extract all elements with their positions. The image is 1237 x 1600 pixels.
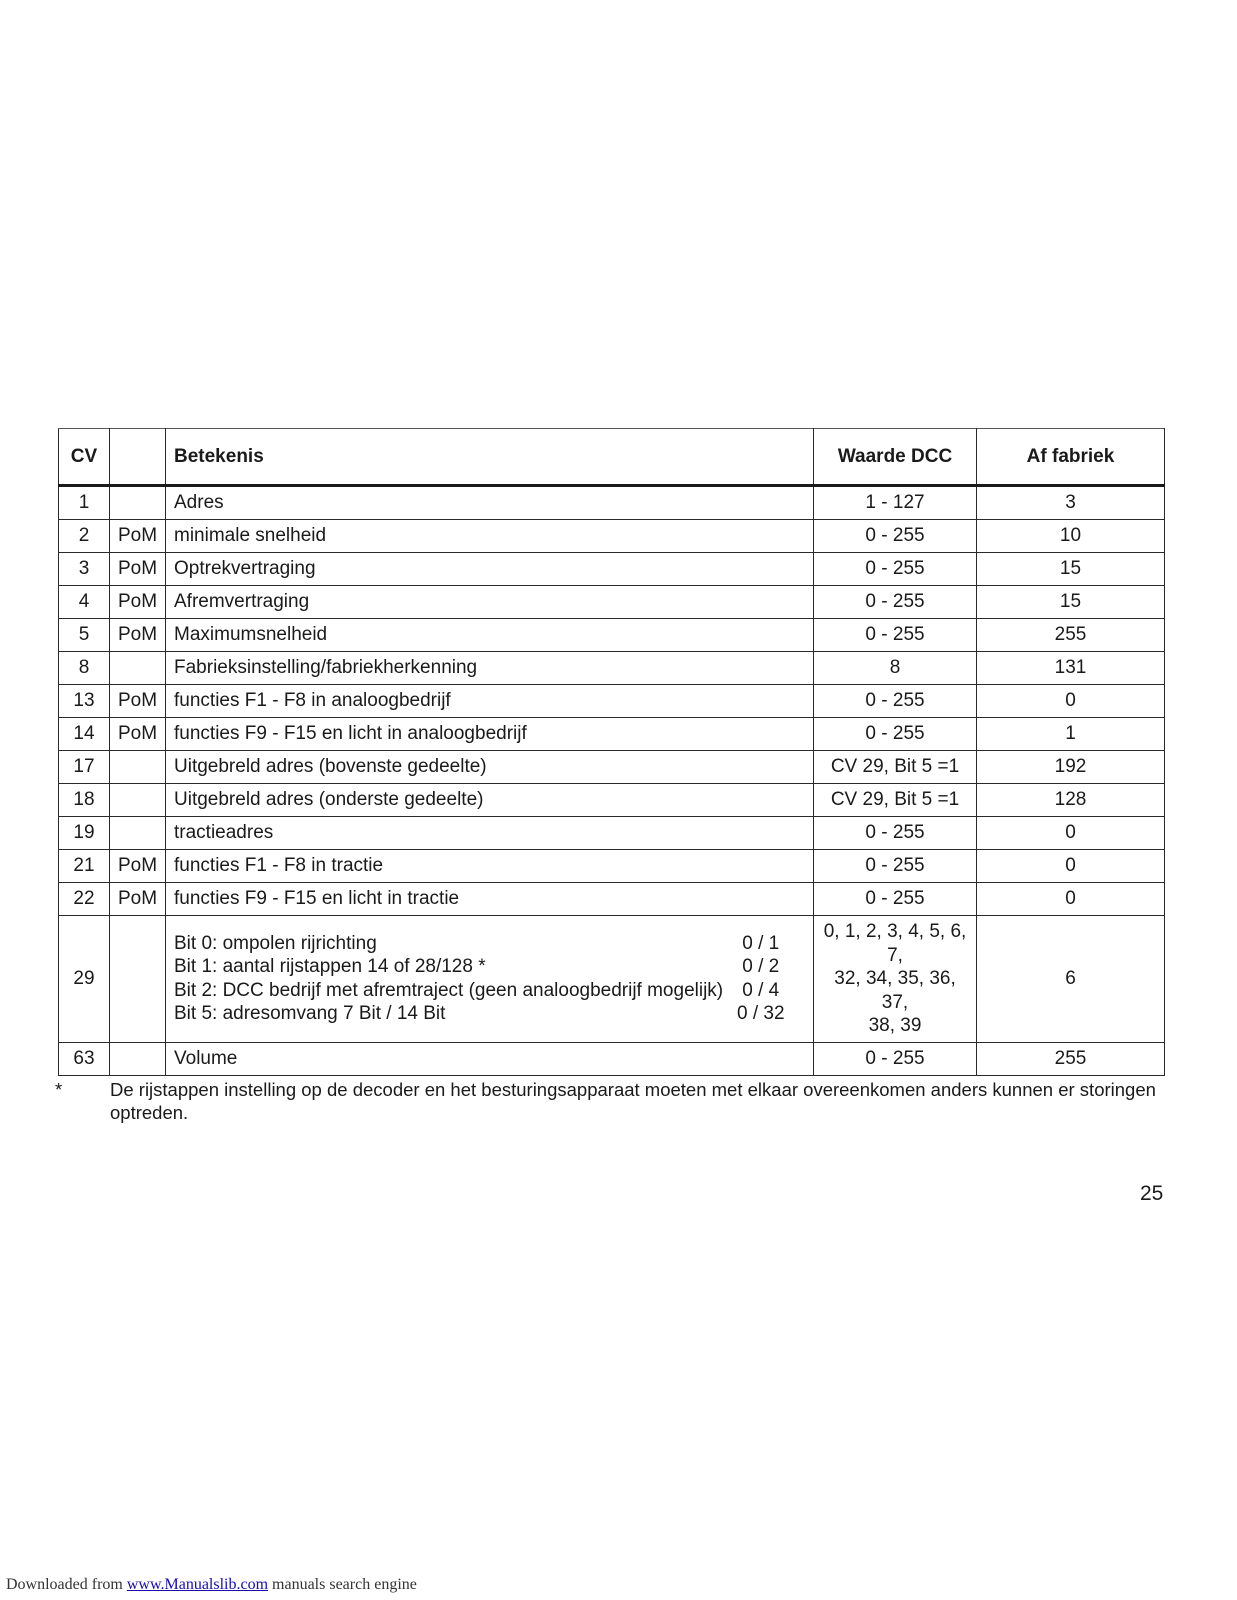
cell-range: 0 - 255 [814, 883, 977, 916]
cell-default: 6 [977, 916, 1165, 1043]
cell-range: 0 - 255 [814, 1042, 977, 1075]
cell-range [814, 916, 977, 1043]
header-waarde-dcc: Waarde DCC [814, 429, 977, 486]
header-af-fabriek: Af fabriek [977, 429, 1165, 486]
cell-default: 15 [977, 553, 1165, 586]
table-row [59, 817, 1165, 850]
cell-pom [110, 486, 166, 520]
cell-range: 0 - 255 [814, 685, 977, 718]
cell-default: 255 [977, 619, 1165, 652]
cell-cv: 2 [59, 520, 110, 553]
cell-default: 3 [977, 486, 1165, 520]
cell-default: 10 [977, 520, 1165, 553]
cell-meaning: tractieadres [166, 817, 814, 850]
cell-meaning: minimale snelheid [166, 520, 814, 553]
source-line [6, 1576, 417, 1594]
table-row [59, 784, 1165, 817]
cell-pom [110, 784, 166, 817]
bit-5-value: 0 / 32 [736, 1003, 785, 1025]
table-row [59, 685, 1165, 718]
table-row-cv29 [59, 916, 1165, 1043]
cell-meaning: Uitgebreld adres (onderste gedeelte) [166, 784, 814, 817]
cell-pom: PoM [110, 718, 166, 751]
table-row [59, 619, 1165, 652]
range-line-3: 38, 39 [868, 1015, 922, 1036]
cell-pom: PoM [110, 883, 166, 916]
cell-default: 15 [977, 586, 1165, 619]
table-row [59, 586, 1165, 619]
cell-meaning: Optrekvertraging [166, 553, 814, 586]
table-row [59, 850, 1165, 883]
cell-cv: 22 [59, 883, 110, 916]
cell-pom: PoM [110, 520, 166, 553]
cell-range: 0 - 255 [814, 619, 977, 652]
cell-range: 0 - 255 [814, 586, 977, 619]
cell-cv: 13 [59, 685, 110, 718]
cell-pom [110, 751, 166, 784]
cell-range: 8 [814, 652, 977, 685]
cell-range: 0 - 255 [814, 520, 977, 553]
cell-meaning: functies F1 - F8 in tractie [166, 850, 814, 883]
table-row [59, 486, 1165, 520]
cell-cv: 8 [59, 652, 110, 685]
cell-meaning: Adres [166, 486, 814, 520]
cell-pom: PoM [110, 619, 166, 652]
range-line-2: 32, 34, 35, 36, 37, [834, 968, 956, 1013]
table-row [59, 553, 1165, 586]
cell-cv: 3 [59, 553, 110, 586]
header-cv: CV [59, 429, 110, 486]
cell-cv: 63 [59, 1042, 110, 1075]
page-number: 25 [1140, 1182, 1164, 1205]
cell-range: 0 - 255 [814, 850, 977, 883]
manualslib-link[interactable]: www.Manualslib.com [126, 1576, 269, 1593]
cell-cv: 17 [59, 751, 110, 784]
cell-cv: 1 [59, 486, 110, 520]
cell-pom: PoM [110, 553, 166, 586]
cell-meaning: functies F1 - F8 in analoogbedrijf [166, 685, 814, 718]
table-row-cv63 [59, 1042, 1165, 1075]
cell-bit-values [709, 916, 814, 1043]
table-row [59, 883, 1165, 916]
table-row [59, 751, 1165, 784]
cell-meaning: functies F9 - F15 en licht in tractie [166, 883, 814, 916]
bit-0-text: Bit 0: ompolen rijrichting [174, 932, 377, 954]
cell-cv: 18 [59, 784, 110, 817]
cell-meaning: Uitgebreld adres (bovenste gedeelte) [166, 751, 814, 784]
bit-1-text: Bit 1: aantal rijstappen 14 of 28/128 * [174, 956, 486, 978]
cell-cv: 19 [59, 817, 110, 850]
range-line-1: 0, 1, 2, 3, 4, 5, 6, 7, [823, 921, 967, 966]
cell-default: 0 [977, 817, 1165, 850]
cell-pom [110, 652, 166, 685]
cell-pom: PoM [110, 586, 166, 619]
cell-pom [110, 817, 166, 850]
cell-pom: PoM [110, 685, 166, 718]
table-header-row [59, 429, 1165, 486]
table-row [59, 520, 1165, 553]
cell-meaning: Maximumsnelheid [166, 619, 814, 652]
cell-pom [110, 916, 166, 1043]
cell-default: 255 [977, 1042, 1165, 1075]
cell-pom: PoM [110, 850, 166, 883]
header-betekenis: Betekenis [166, 429, 814, 486]
cell-range: CV 29, Bit 5 =1 [814, 751, 977, 784]
cell-range: CV 29, Bit 5 =1 [814, 784, 977, 817]
bit-5-text: Bit 5: adresomvang 7 Bit / 14 Bit [174, 1003, 446, 1025]
cell-meaning-bits [166, 916, 724, 1043]
footnote-marker: * [55, 1079, 63, 1100]
bit-0-value: 0 / 1 [742, 932, 780, 954]
cell-cv: 14 [59, 718, 110, 751]
cv-table [58, 428, 1165, 1076]
source-prefix: Downloaded from [6, 1576, 127, 1593]
cell-default: 1 [977, 718, 1165, 751]
cell-meaning: Volume [166, 1042, 814, 1075]
cell-default: 128 [977, 784, 1165, 817]
footnote-text: De rijstappen instelling op de decoder en het besturingsapparaat moeten met elkaar overeenkomen anders kunnen er storingen optreden. [110, 1079, 1156, 1123]
cell-pom [110, 1042, 166, 1075]
table-row [59, 652, 1165, 685]
cell-default: 0 [977, 685, 1165, 718]
cell-default: 131 [977, 652, 1165, 685]
cell-default: 0 [977, 850, 1165, 883]
cell-range: 0 - 255 [814, 817, 977, 850]
cell-default: 0 [977, 883, 1165, 916]
cell-range: 1 - 127 [814, 486, 977, 520]
cell-cv: 21 [59, 850, 110, 883]
table-body [59, 486, 1165, 1076]
cell-meaning: Fabrieksinstelling/fabriekherkenning [166, 652, 814, 685]
bit-2-text: Bit 2: DCC bedrijf met afremtraject (geen analoogbedrijf mogelijk) [174, 979, 724, 1001]
bit-2-value: 0 / 4 [742, 979, 780, 1001]
cell-cv: 4 [59, 586, 110, 619]
cell-meaning: functies F9 - F15 en licht in analoogbedrijf [166, 718, 814, 751]
bit-1-value: 0 / 2 [742, 956, 780, 978]
source-suffix: manuals search engine [268, 1576, 417, 1593]
cell-cv: 29 [59, 916, 110, 1043]
table-row [59, 718, 1165, 751]
header-pom [110, 429, 166, 486]
cell-default: 192 [977, 751, 1165, 784]
cell-range: 0 - 255 [814, 718, 977, 751]
cell-meaning: Afremvertraging [166, 586, 814, 619]
cell-range: 0 - 255 [814, 553, 977, 586]
cell-cv: 5 [59, 619, 110, 652]
